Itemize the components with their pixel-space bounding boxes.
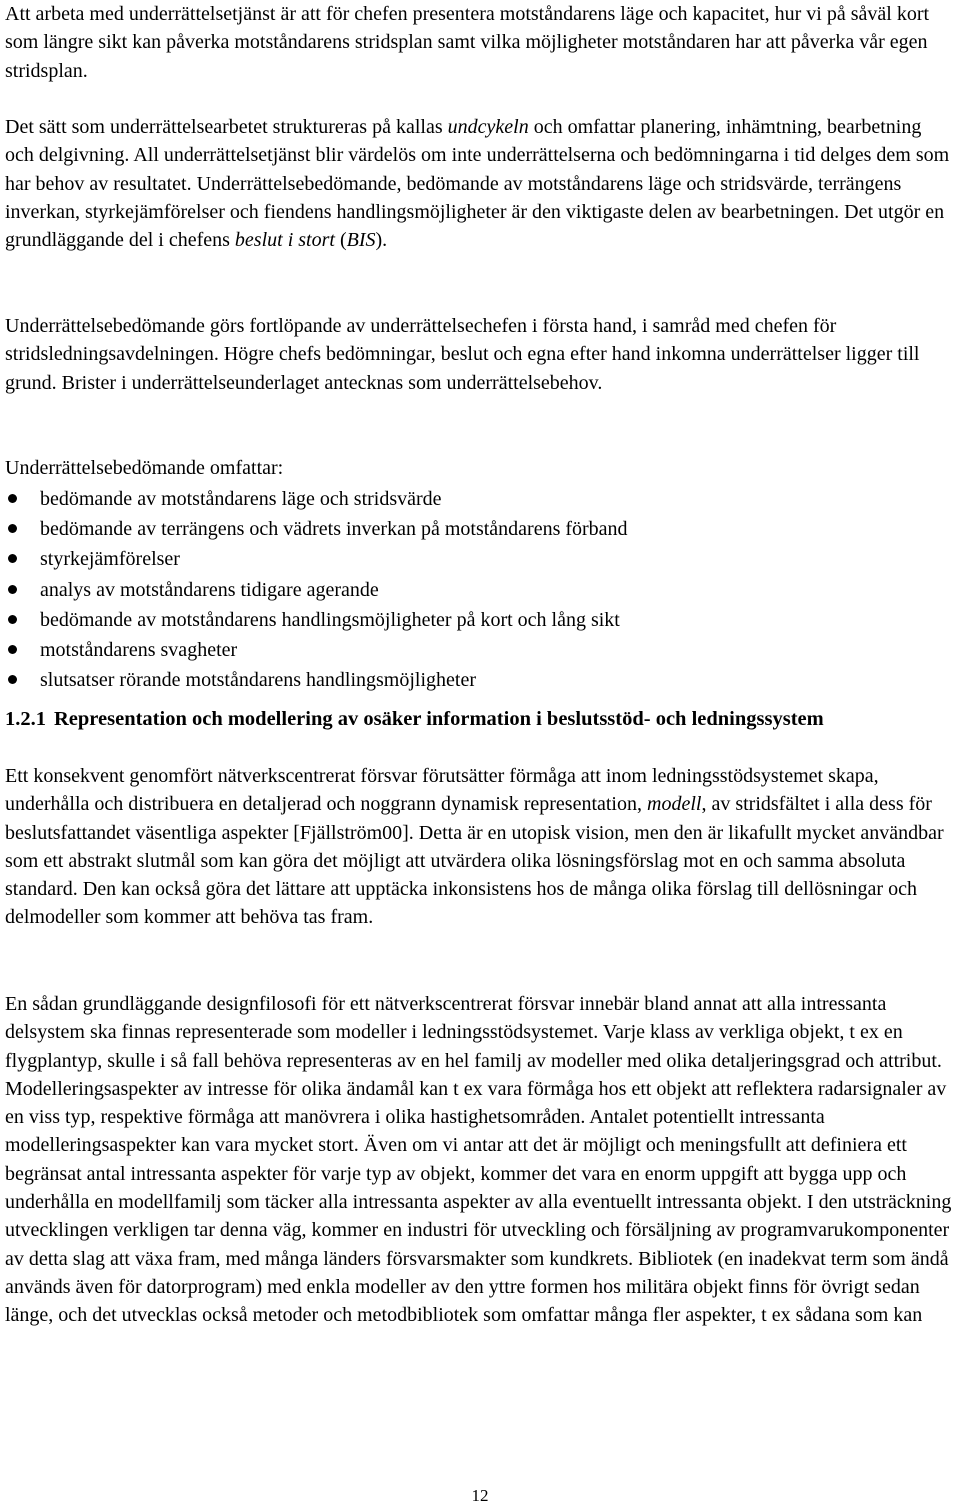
section-title: Representation och modellering av osäker information i beslutsstöd- och ledningssystem — [54, 708, 824, 730]
list-item — [5, 484, 955, 514]
paragraph-design-philosophy: En sådan grundläggande designfilosofi för ett nätverkscentrerat försvar innebär bland annat att alla intressanta delsystem ska finnas representerade som modeller i ledningsstödsystemet. Varje klass av verkliga objekt, t ex en flygplantyp, skulle i så fall behöva representeras av en hel familj av modeller med olika detaljeringsgrad och attribut. Modelleringsaspekter av intresse för olika ändamål kan t ex vara förmåga hos ett objekt att reflektera radarsignaler av en viss typ, respektive förmåga att manövrera i olika hastighetsområden. Antalet potentiellt intressanta modelleringsaspekter kan vara mycket stort. Även om vi antar att det är möjligt och meningsfullt att definiera ett begränsat antal intressanta aspekter för varje typ av objekt, kommer det vara en enorm uppgift att bygga upp och underhålla en modellfamilj som täcker alla intressanta aspekter av alla eventuellt intressanta objekt. I den utsträckning utvecklingen verkligen tar denna väg, kommer en industri för utveckling och försäljning av programvarukomponenter av detta slag att växa fram, med många länders försvarsmakter som kundkrets. Bibliotek (en inadekvat term som ändå används även för datorprogram) med enkla modeller av den yttre formen hos militära objekt finns för övrigt sedan länge, och det utvecklas också metoder och metodbibliotek som omfattar många fler aspekter, t ex sådana som kan — [5, 993, 952, 1327]
term-modell: modell — [647, 793, 702, 816]
paragraph-assessment: Underrättelsebedömande görs fortlöpande av underrättelsechefen i första hand, i samråd med chefen för stridsledningsavdelningen. Högre chefs bedömningar, beslut och egna efter hand inkomna underrättelser ligger till grund. Brister i underrättelseunderlaget antecknas som underrättelsebehov. — [5, 315, 920, 394]
term-undcykeln: undcykeln — [447, 116, 529, 138]
list-item-text: analys av motståndarens tidigare agerande — [40, 578, 379, 601]
paragraph-text: ). — [375, 229, 388, 252]
bullet-icon — [8, 675, 17, 684]
list-item — [5, 514, 955, 544]
list-item-text: styrkejämförelser — [40, 548, 180, 571]
term-beslut-i-stort: beslut i stort — [234, 229, 335, 252]
paragraph-text: och omfattar planering, inhämtning, bearbetning och delgivning. All underrättelsetjänst blir värdelös om inte underrättelserna och bedömningarna i tid delges dem som har behov av resultatet. Underrättelsebedömande, bedömande av motståndarens läge och stridsvärde, terrängens inverkan, styrkejämförelser och fiendens handlingsmöjligheter är den viktigaste delen av bearbetningen. Det utgör en grundläggande del i chefens — [5, 116, 950, 252]
paragraph-model — [5, 762, 955, 932]
bullet-icon — [8, 524, 17, 533]
bullet-list — [5, 484, 955, 695]
paragraph-text: , av stridsfältet i alla dess för beslutsfattandet väsentliga aspekter [Fjällström00]. Detta är en utopisk vision, men den är likafullt mycket användbar som ett abstrakt slutmål som kan göra det möjligt att utvärdera olika lösningsförslag mot en och samma absoluta standard. Den kan också göra det lättare att upptäcka inkonsistens hos de många olika förslag till dellösningar och delmodeller som kommer att behöva tas fram. — [5, 793, 944, 929]
bullet-icon — [8, 615, 17, 624]
bullet-icon — [8, 554, 17, 563]
list-item — [5, 635, 955, 665]
term-bis: BIS — [346, 229, 376, 252]
list-item — [5, 605, 955, 635]
paragraph-text: Ett konsekvent genomfört nätverkscentrerat försvar förutsätter förmåga att inom ledningsstödsystemet skapa, underhålla och distribuera en detaljerad och noggrann dynamisk representation, — [5, 765, 879, 816]
bullet-icon — [8, 645, 17, 654]
section-heading — [5, 705, 955, 734]
list-item — [5, 575, 955, 605]
list-item-text: bedömande av motståndarens handlingsmöjligheter på kort och lång sikt — [40, 608, 620, 631]
bullet-icon — [8, 585, 17, 594]
paragraph-text: Det sätt som underrättelsearbetet struktureras på kallas — [5, 116, 448, 138]
list-item-text: slutsatser rörande motståndarens handlingsmöjligheter — [40, 669, 477, 692]
paragraph-intro: Att arbeta med underrättelsetjänst är att för chefen presentera motståndarens läge och kapacitet, hur vi på såväl kort som längre sikt kan påverka motståndarens stridsplan samt vilka möjligheter motståndaren har att påverka vår egen stridsplan. — [5, 3, 930, 82]
list-item-text: motståndarens svagheter — [40, 639, 238, 662]
list-item — [5, 544, 955, 574]
page-number: 12 — [471, 1486, 489, 1505]
paragraph-undcykeln — [5, 113, 955, 254]
list-intro: Underrättelsebedömande omfattar: — [5, 457, 284, 479]
list-item-text: bedömande av terrängens och vädrets inverkan på motståndarens förband — [40, 518, 628, 541]
paragraph-text: ( — [334, 229, 347, 252]
list-item — [5, 665, 955, 695]
section-number: 1.2.1 — [5, 708, 46, 730]
list-item-text: bedömande av motståndarens läge och stridsvärde — [40, 488, 442, 510]
bullet-icon — [8, 494, 17, 503]
